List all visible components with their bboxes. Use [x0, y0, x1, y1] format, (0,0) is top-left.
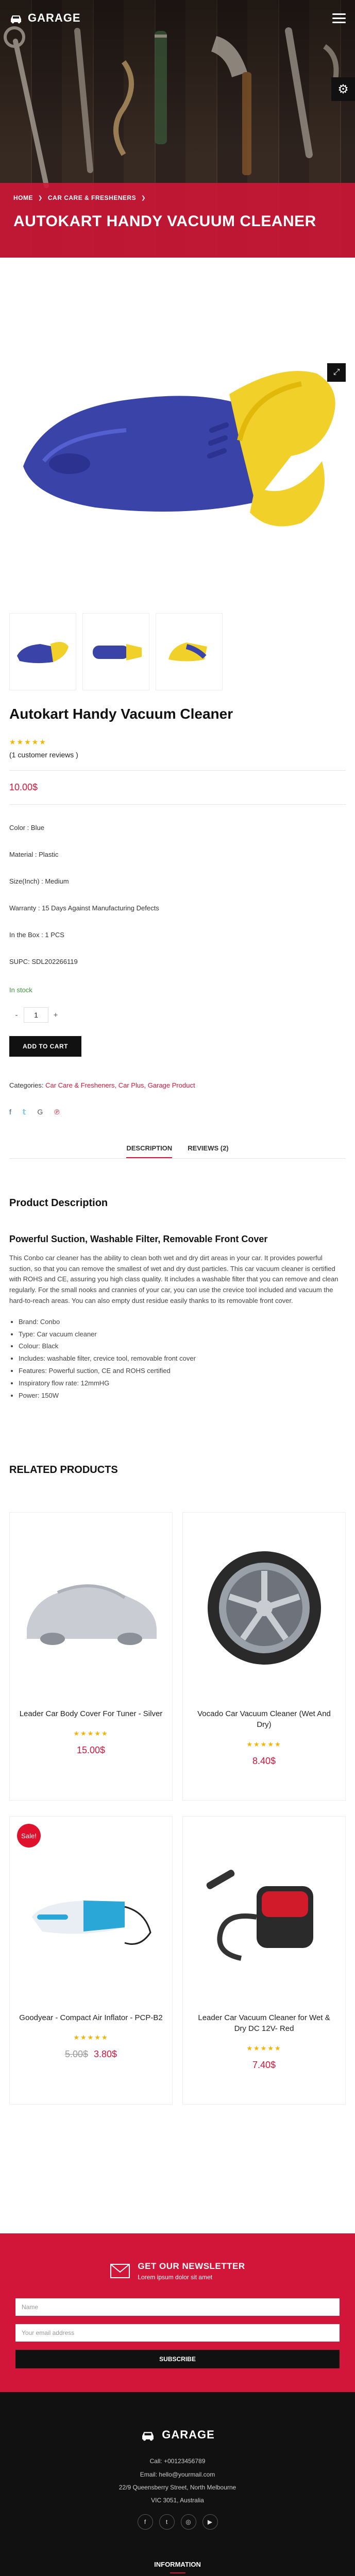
product-rating-stars: ★★★★★ — [73, 1730, 109, 1738]
feature-item: • Brand: Conbo — [19, 1317, 346, 1328]
product-name[interactable]: Goodyear - Compact Air Inflator - PCP-B2 — [19, 2013, 163, 2023]
product-image[interactable] — [18, 1533, 164, 1683]
vacuum-cleaner-image — [13, 332, 343, 549]
product-price: 8.40$ — [252, 1756, 276, 1767]
page-title: AUTOKART HANDY VACUUM CLEANER — [13, 213, 316, 230]
product-name[interactable]: Vocado Car Vacuum Cleaner (Wet And Dry) — [197, 1709, 331, 1730]
product-card[interactable] — [182, 1512, 346, 1801]
breadcrumb-category[interactable]: CAR CARE & FRESHENERS — [47, 194, 137, 201]
twitter-icon[interactable]: 𝕥 — [22, 1108, 26, 1116]
name-field[interactable]: Name — [15, 2298, 340, 2316]
subscribe-button[interactable]: SUBSCRIBE — [15, 2350, 340, 2368]
product-main-image[interactable] — [9, 273, 346, 608]
description-body: This Conbo car cleaner has the ability to clean both wet and dry dirt areas in your car. It provides powerful suction, so that you can remove the smallest of wet and dry dust particles. This car vacuum cleaner is certified with ROHS and CE, assuring you high class quality. It includes a washable filter that you can remove and clean regularly. For the small nooks and crannies of your car, you can use the crevice tool included and vacuum the hard-to-reach areas. You can also empty dust residue easily thanks to its removable front cover. — [9, 1253, 339, 1304]
social-links — [9, 2514, 346, 2530]
feature-item: • Inspiratory flow rate: 12mmHG — [19, 1378, 346, 1389]
site-footer — [0, 2392, 355, 2576]
product-name[interactable]: Leader Car Body Cover For Tuner - Silver — [19, 1709, 163, 1719]
product-price: 7.40$ — [252, 2060, 276, 2071]
vacuum-thumbnail-image — [88, 636, 144, 667]
wet-dry-vacuum-image — [195, 1855, 334, 1969]
feature-list — [9, 1317, 346, 1401]
share-buttons — [9, 1108, 346, 1116]
product-rating-stars: ★★★★★ — [73, 2033, 109, 2042]
information-heading — [9, 2561, 346, 2573]
chevron-right-icon: ❯ — [141, 195, 146, 201]
air-inflator-image — [22, 1866, 161, 1958]
newsletter-header — [15, 2261, 340, 2281]
facebook-icon[interactable]: f — [9, 1108, 11, 1116]
instagram-icon[interactable]: ◎ — [181, 2514, 196, 2530]
twitter-icon[interactable]: t — [159, 2514, 175, 2530]
heading-underline — [170, 2572, 185, 2573]
envelope-icon — [110, 2263, 130, 2279]
brand-name: GARAGE — [28, 11, 81, 24]
contact-info — [9, 2455, 346, 2507]
product-title: Autokart Handy Vacuum Cleaner — [9, 706, 233, 722]
zoom-icon[interactable]: ⤢ — [327, 363, 346, 382]
footer-brand: GARAGE — [162, 2428, 215, 2442]
product-tabs — [0, 1144, 355, 1158]
newsletter-title: GET OUR NEWSLETTER — [138, 2261, 245, 2272]
email-field[interactable]: Your email address — [15, 2324, 340, 2342]
quantity-input[interactable]: 1 — [24, 1007, 48, 1023]
product-gallery — [0, 258, 355, 690]
product-image[interactable] — [191, 1837, 337, 1987]
title-band — [0, 183, 355, 258]
product-attribute: Material : Plastic — [9, 851, 59, 858]
feature-item: • Power: 150W — [19, 1391, 346, 1401]
car-cover-image — [22, 1562, 161, 1654]
product-attribute: Size(Inch) : Medium — [9, 877, 69, 885]
thumbnail-list — [9, 613, 346, 690]
wheel-rim-image — [202, 1546, 326, 1670]
thumbnail-3[interactable] — [156, 613, 223, 690]
thumbnail-1[interactable] — [9, 613, 76, 690]
newsletter-subtitle: Lorem ipsum dolor sit amet — [138, 2274, 213, 2281]
vacuum-thumbnail-image — [14, 636, 71, 667]
sale-badge: Sale! — [17, 1824, 41, 1848]
product-card[interactable] — [9, 1816, 173, 2105]
related-products — [0, 1402, 355, 2105]
car-logo-icon — [140, 2429, 156, 2441]
footer-logo[interactable] — [9, 2428, 346, 2442]
feature-item: • Colour: Black — [19, 1341, 346, 1352]
product-rating-stars: ★★★★★ — [246, 2044, 282, 2053]
pinterest-icon[interactable]: ℗ — [54, 1108, 60, 1116]
vacuum-thumbnail-image — [161, 636, 217, 667]
product-rating-stars: ★★★★★ — [246, 1740, 282, 1749]
product-attribute: In the Box : 1 PCS — [9, 931, 64, 939]
feature-item: • Includes: washable filter, crevice tool, removable front cover — [19, 1353, 346, 1364]
sale-price: 3.80$ — [94, 2049, 117, 2060]
menu-icon[interactable] — [328, 9, 346, 27]
product-grid — [9, 1512, 346, 2105]
product-summary — [0, 690, 355, 1116]
product-price: 15.00$ — [76, 1745, 106, 1756]
quantity-stepper — [9, 1007, 346, 1023]
car-logo-icon — [9, 12, 23, 24]
google-plus-icon[interactable]: G — [37, 1108, 43, 1116]
page-header — [0, 0, 355, 258]
related-products-heading: RELATED PRODUCTS — [9, 1464, 118, 1476]
product-price — [18, 2049, 164, 2060]
old-price: 5.00$ — [64, 2049, 88, 2060]
customer-reviews-link[interactable]: (1 customer reviews ) — [9, 751, 78, 759]
product-categories — [9, 1081, 346, 1089]
product-attribute: SUPC: SDL202266119 — [9, 958, 78, 965]
description-subheading: Powerful Suction, Washable Filter, Removable Front Cover — [9, 1234, 268, 1244]
site-logo[interactable] — [9, 11, 81, 25]
product-name[interactable]: Leader Car Vacuum Cleaner for Wet & Dry DC 12V- Red — [198, 2013, 330, 2033]
newsletter-section — [0, 2233, 355, 2392]
categories-label: Categories: — [9, 1081, 44, 1089]
divider — [9, 804, 346, 805]
address-line: VIC 3051, Australia — [151, 2496, 204, 2504]
stock-status: In stock — [9, 986, 32, 994]
product-attribute: Color : Blue — [9, 824, 44, 832]
breadcrumb-home[interactable]: HOME — [13, 194, 33, 201]
facebook-icon[interactable]: f — [138, 2514, 153, 2530]
gear-icon[interactable]: ⚙ — [331, 77, 355, 101]
feature-item: • Features: Powerful suction, CE and ROHS certified — [19, 1366, 346, 1377]
description-heading: Product Description — [9, 1197, 108, 1209]
tab-reviews[interactable]: REVIEWS (2) — [188, 1144, 229, 1152]
chevron-right-icon: ❯ — [38, 195, 43, 201]
email[interactable]: Email: hello@yourmail.com — [140, 2470, 215, 2478]
youtube-icon[interactable]: ▶ — [202, 2514, 218, 2530]
add-to-cart-button[interactable]: ADD TO CART — [9, 1036, 81, 1057]
quantity-increase-button[interactable]: + — [53, 1010, 58, 1020]
information-heading-text: INFORMATION — [154, 2561, 201, 2569]
address-line: 22/9 Queensberry Street, North Melbourne — [119, 2483, 236, 2491]
tab-description[interactable]: DESCRIPTION — [126, 1144, 172, 1158]
product-attribute: Warranty : 15 Days Against Manufacturing Defects — [9, 904, 159, 912]
product-image[interactable] — [191, 1533, 337, 1683]
product-card[interactable] — [182, 1816, 346, 2105]
phone[interactable]: Call: +00123456789 — [149, 2458, 206, 2465]
product-price: 10.00$ — [9, 782, 38, 792]
product-rating-stars: ★★★★★ — [9, 738, 47, 746]
quantity-decrease-button[interactable]: - — [15, 1010, 18, 1020]
product-description — [0, 1159, 355, 1401]
categories-links[interactable]: Car Care & Fresheners, Car Plus, Garage Product — [45, 1081, 195, 1089]
product-image[interactable] — [18, 1837, 164, 1987]
breadcrumb — [13, 194, 342, 201]
product-card[interactable] — [9, 1512, 173, 1801]
thumbnail-2[interactable] — [82, 613, 149, 690]
feature-item: • Type: Car vacuum cleaner — [19, 1329, 346, 1340]
divider — [9, 770, 346, 771]
